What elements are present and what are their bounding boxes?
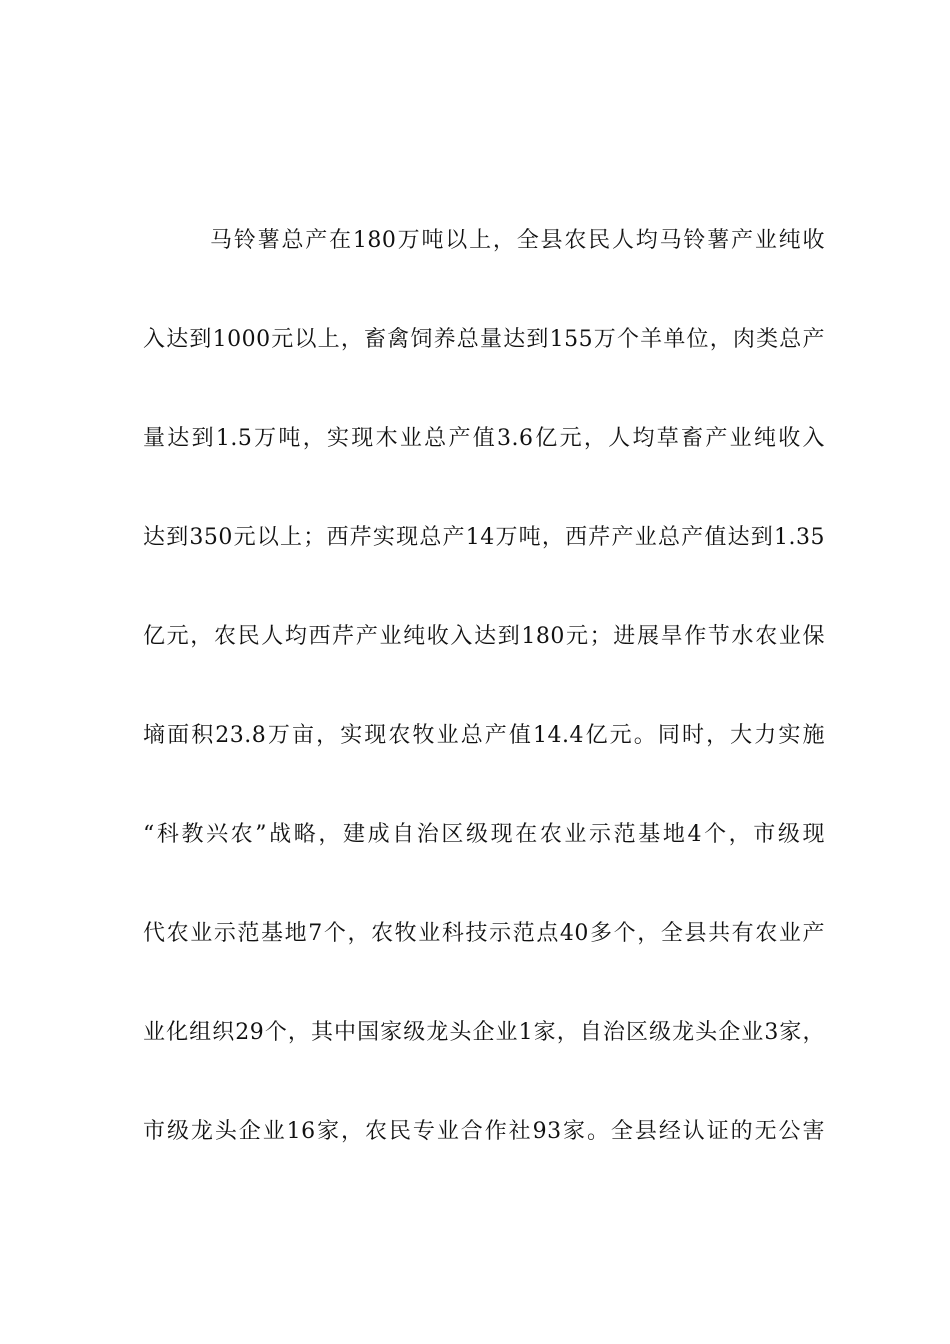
- text-line: 量达到1.5万吨，实现木业总产值3.6亿元，人均草畜产业纯收入: [143, 426, 825, 451]
- text-line: 入达到1000元以上，畜禽饲养总量达到155万个羊单位，肉类总产: [143, 327, 825, 352]
- text-line: 达到350元以上；西芹实现总产14万吨，西芹产业总产值达到1.35: [143, 525, 825, 550]
- text-line: 市级龙头企业16家，农民专业合作社93家。全县经认证的无公害: [143, 1119, 825, 1144]
- body-paragraph: [143, 224, 825, 1148]
- text-line: 业化组织29个，其中国家级龙头企业1家，自治区级龙头企业3家，: [143, 1020, 825, 1045]
- text-line: 亿元，农民人均西芹产业纯收入达到180元；进展旱作节水农业保: [143, 624, 825, 649]
- text-line: “科教兴农”战略，建成自治区级现在农业示范基地4个，市级现: [143, 822, 825, 847]
- text-line: 墒面积23.8万亩，实现农牧业总产值14.4亿元。同时，大力实施: [143, 723, 825, 748]
- text-line: 马铃薯总产在180万吨以上，全县农民人均马铃薯产业纯收: [210, 228, 825, 253]
- text-line: 代农业示范基地7个，农牧业科技示范点40多个，全县共有农业产: [143, 921, 825, 946]
